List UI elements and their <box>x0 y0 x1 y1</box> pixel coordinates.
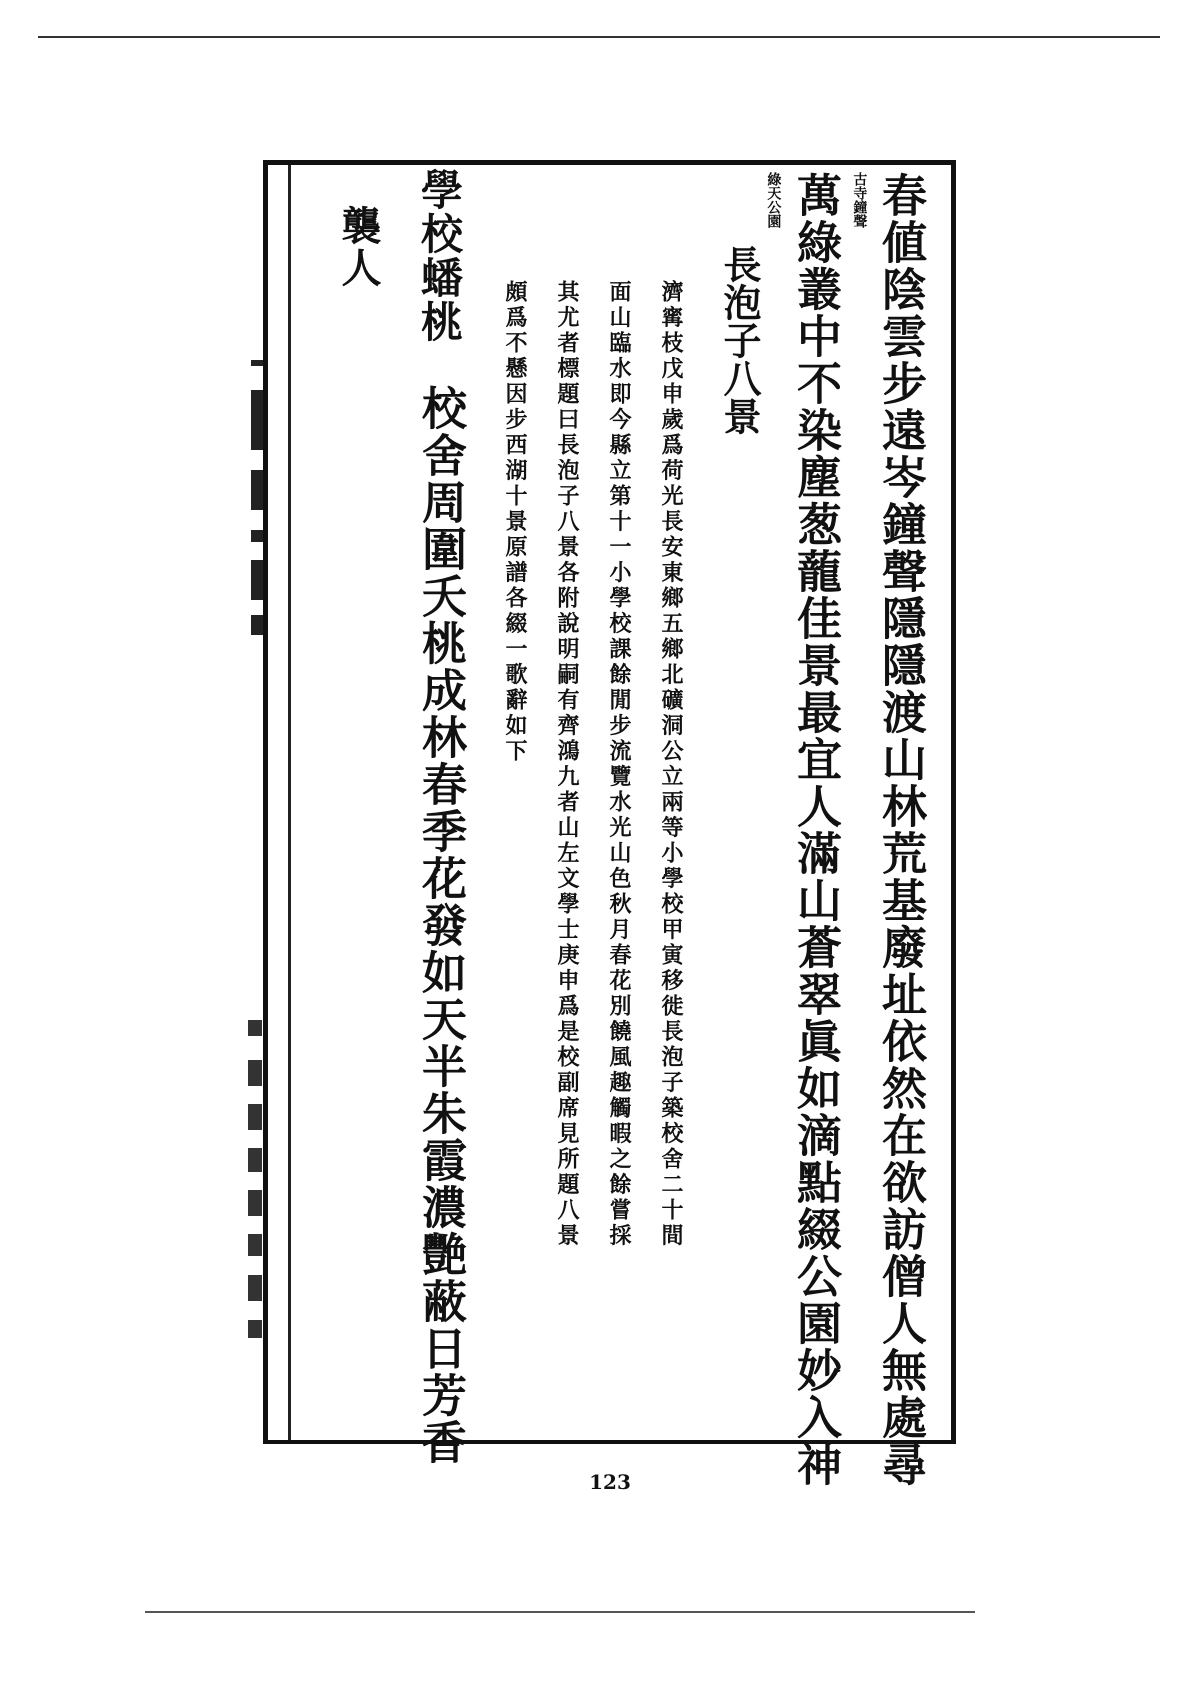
verse-column-2: 萬綠叢中不染塵葱蘢佳景最宜人滿山蒼翠眞如滴點綴公園妙入神 <box>789 172 842 1488</box>
subheading-school-peach: 學校蟠桃 <box>415 168 464 344</box>
section-heading: 長泡子八景 <box>717 245 762 435</box>
prose-column-4: 頗爲不懸因步西湖十景原譜各綴一歌辭如下 <box>502 280 528 765</box>
prose-column-2: 面山臨水即今縣立第十一小學校課餘閒步流覽水光山色秋月春花別饒風趣觸暇之餘嘗採 <box>606 280 632 1249</box>
page-number: 123 <box>589 1470 631 1494</box>
top-rule <box>38 36 1160 38</box>
frame-inner-rule <box>288 165 291 1440</box>
verse-column-3: 校舍周圍夭桃成林春季花發如天半朱霞濃艷蔽日芳香 <box>414 385 467 1466</box>
prose-column-3: 其尤者標題曰長泡子八景各附說明嗣有齊鴻九者山左文學士庚申爲是校副席見所題八景 <box>554 280 580 1249</box>
spine-label <box>251 360 273 640</box>
prose-column-1: 濟寗枝戊申歲爲荷光長安東鄉五鄉北礦洞公立兩等小學校甲寅移徙長泡子築校舍二十間 <box>658 280 684 1249</box>
frame-right-border <box>951 160 956 1444</box>
bottom-rule <box>145 1611 975 1613</box>
annotation-ancient-temple: 古寺鐘聲 <box>851 172 868 228</box>
verse-column-1: 春値陰雲步遠岑鐘聲隱隱渡山林荒基廢址依然在欲訪僧人無處尋 <box>874 172 927 1488</box>
frame-top-border <box>263 160 956 165</box>
margin-marks <box>248 1020 266 1340</box>
frame-bottom-border <box>263 1440 956 1444</box>
annotation-green-park: 綠天公園 <box>765 172 782 228</box>
verse-column-4: 襲人 <box>335 205 382 289</box>
